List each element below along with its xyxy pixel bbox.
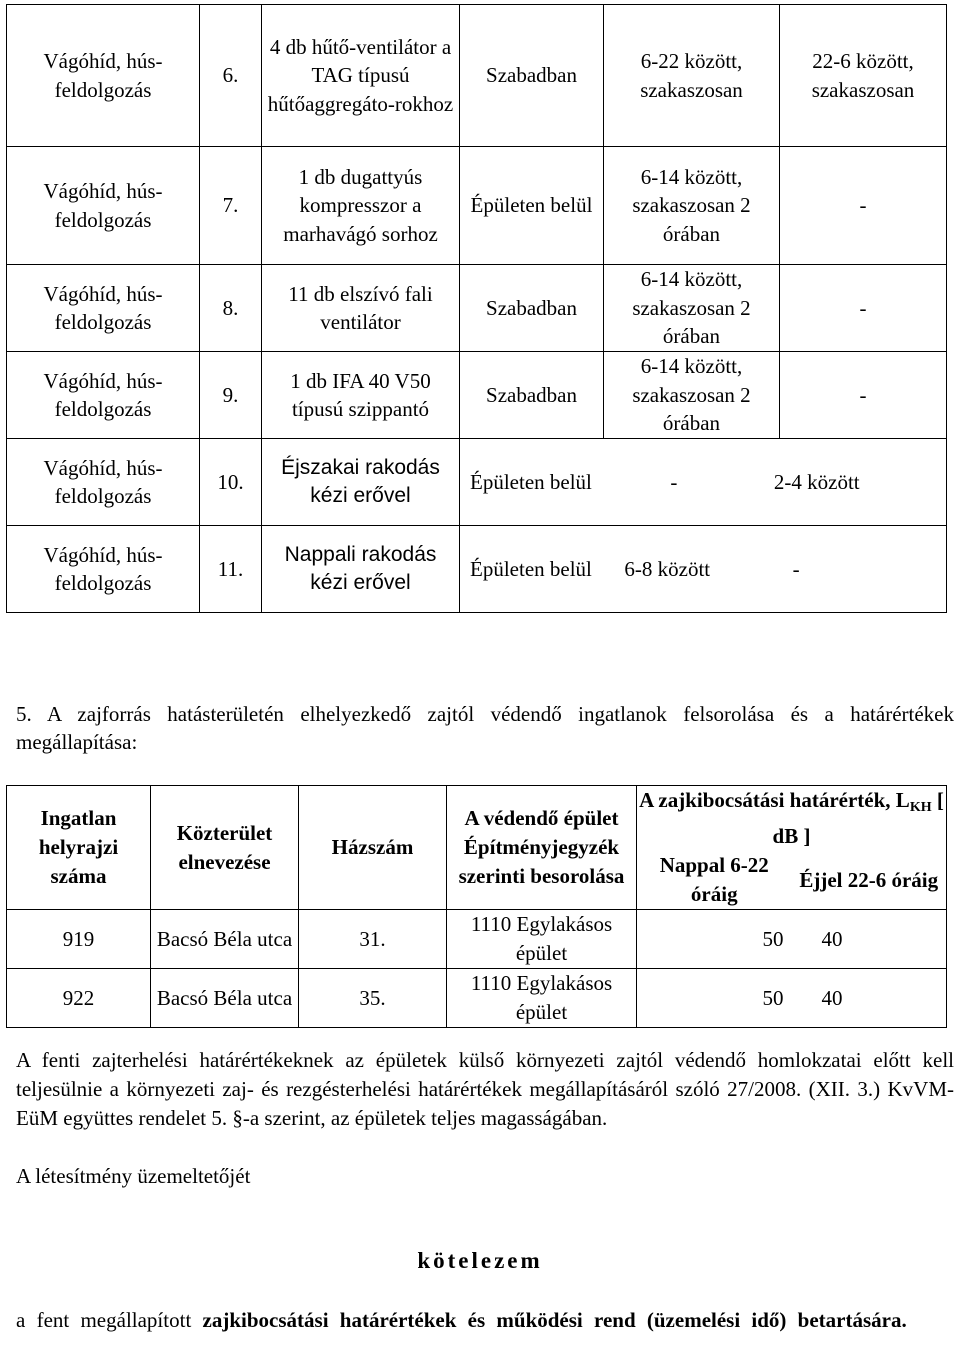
night-time-cell: - [780, 147, 947, 265]
limit-title: A zajkibocsátási határérték, L [639, 788, 910, 812]
location-cell: Szabadban [460, 352, 604, 439]
table-row [7, 265, 947, 352]
device-cell: Nappali rakodás kézi erővel [262, 526, 460, 613]
night-time-cell: - [780, 352, 947, 439]
table-row [7, 5, 947, 147]
day-time-text: 6-8 között [624, 556, 711, 581]
night-time-cell: - [780, 265, 947, 352]
table-row [7, 439, 947, 526]
night-limit-cell: 40 [792, 910, 947, 969]
category-cell: Vágóhíd, hús-feldolgozás [7, 265, 200, 352]
category-cell: Vágóhíd, hús-feldolgozás [7, 352, 200, 439]
parcel-header: Ingatlan helyrajzi száma [7, 786, 151, 910]
night-time-cell: 22-6 között, szakaszosan [780, 5, 947, 147]
merged-schedule-cell [460, 439, 947, 526]
building-class-header: A védendő épület Építményjegyzék szerinti besorolása [447, 786, 637, 910]
night-time-text: - [792, 556, 800, 581]
location-text: Épületen belül [470, 469, 592, 494]
house-number-cell: 31. [299, 910, 447, 969]
building-class-cell: 1110 Egylakásos épület [447, 969, 637, 1028]
table-row [7, 526, 947, 613]
limit-header [637, 786, 947, 852]
protected-properties-table [6, 785, 947, 1028]
location-text: Épületen belül [470, 556, 592, 581]
number-cell: 6. [200, 5, 262, 147]
day-time-cell: 6-14 között, szakaszosan 2 órában [604, 147, 780, 265]
table-row [7, 910, 947, 969]
device-cell: Éjszakai rakodás kézi erővel [262, 439, 460, 526]
day-time-cell: 6-22 között, szakaszosan [604, 5, 780, 147]
category-cell: Vágóhíd, hús-feldolgozás [7, 439, 200, 526]
house-number-cell: 35. [299, 969, 447, 1028]
street-header: Közterület elnevezése [151, 786, 299, 910]
location-cell: Szabadban [460, 265, 604, 352]
night-limit-cell: 40 [792, 969, 947, 1028]
night-header: Éjjel 22-6 óráig [792, 851, 947, 910]
parcel-cell: 919 [7, 910, 151, 969]
street-cell: Bacsó Béla utca [151, 910, 299, 969]
location-cell: Épületen belül [460, 147, 604, 265]
section-5-heading: 5. A zajforrás hatásterületén elhelyezkedő zajtól védendő ingatlanok felsorolása és a határértékek megállapítása: [16, 702, 954, 754]
operator-line: A létesítmény üzemeltetőjét [16, 1164, 251, 1188]
obligation-bold-text: zajkibocsátási határértékek és működési rend (üzemelési idő) betartására. [202, 1308, 907, 1332]
device-cell: 1 db dugattyús kompresszor a marhavágó sorhoz [262, 147, 460, 265]
category-cell: Vágóhíd, hús-feldolgozás [7, 147, 200, 265]
order-heading: kötelezem [417, 1248, 543, 1273]
day-time-text: - [670, 469, 678, 494]
night-time-text: 2-4 között [773, 469, 860, 494]
table-header-row [7, 786, 947, 852]
location-cell: Szabadban [460, 5, 604, 147]
obligation-text: a fent megállapított [16, 1308, 192, 1332]
number-cell: 11. [200, 526, 262, 613]
legal-paragraph: A fenti zajterhelési határértékeknek az épületek külső környezeti zajtól védendő homlokzatai előtt kell teljesülnie a környezeti zaj- és rezgésterhelési határértékek megállapításáról szóló 27/2008. (XII. 3.) KvVM-EüM együttes rendelet 5. §-a szerint, az épületek teljes magasságában. [16, 1048, 954, 1130]
device-cell: 11 db elszívó fali ventilátor [262, 265, 460, 352]
parcel-cell: 922 [7, 969, 151, 1028]
street-cell: Bacsó Béla utca [151, 969, 299, 1028]
building-class-cell: 1110 Egylakásos épület [447, 910, 637, 969]
table-row [7, 969, 947, 1028]
day-header: Nappal 6-22 óráig [637, 851, 792, 910]
category-cell: Vágóhíd, hús-feldolgozás [7, 5, 200, 147]
obligation-paragraph [16, 1306, 954, 1335]
day-time-cell: 6-14 között, szakaszosan 2 órában [604, 352, 780, 439]
number-cell: 9. [200, 352, 262, 439]
limit-unit: [ dB ] [772, 788, 944, 848]
device-cell: 4 db hűtő-ventilátor a TAG típusú hűtőaggregáto-rokhoz [262, 5, 460, 147]
merged-schedule-cell [460, 526, 947, 613]
day-limit-cell: 50 [637, 910, 792, 969]
category-cell: Vágóhíd, hús-feldolgozás [7, 526, 200, 613]
number-cell: 8. [200, 265, 262, 352]
number-cell: 7. [200, 147, 262, 265]
day-time-cell: 6-14 között, szakaszosan 2 órában [604, 265, 780, 352]
table-row [7, 352, 947, 439]
day-limit-cell: 50 [637, 969, 792, 1028]
device-cell: 1 db IFA 40 V50 típusú szippantó [262, 352, 460, 439]
noise-source-table [6, 4, 947, 613]
limit-subscript: KH [909, 800, 932, 815]
number-cell: 10. [200, 439, 262, 526]
table-row [7, 147, 947, 265]
house-number-header: Házszám [299, 786, 447, 910]
